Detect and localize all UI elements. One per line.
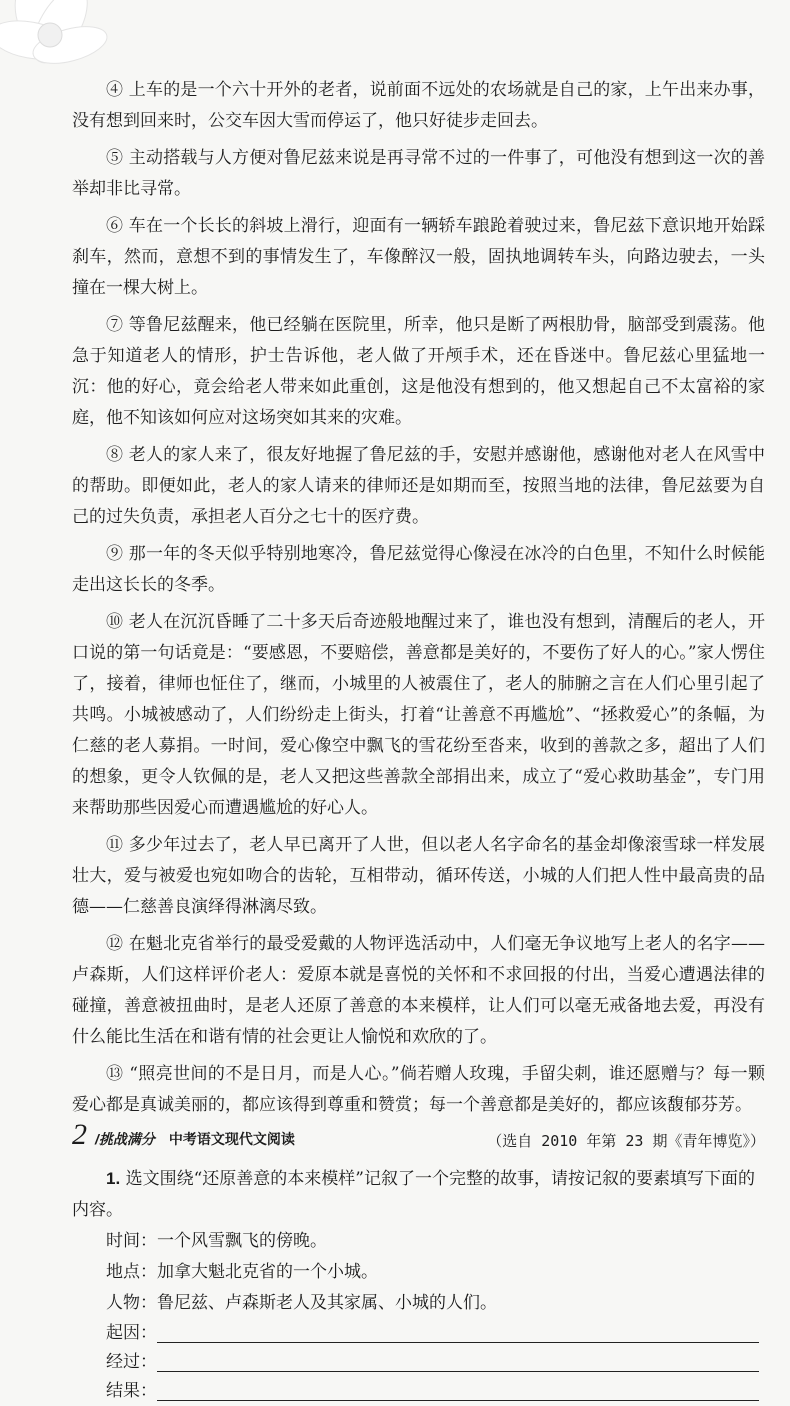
cause-blank[interactable] [157, 1322, 759, 1343]
result-label: 结果： [106, 1381, 157, 1401]
book-title: 中考语文现代文阅读 [168, 1131, 295, 1147]
paragraph-12: ⑫ 在魁北克省举行的最受爱戴的人物评选活动中，人们毫无争议地写上老人的名字——卢森斯，人们这样评价老人：爱原本就是喜悦的关怀和不求回报的付出，当爱心遭遇法律的碰撞，善意被扭曲时，是老人还原了善意的本来模样，让人们可以毫无戒备地去爱，再没有什么能比生活在和谐有情的社会更让人愉悦和欢欣的了。 [72, 934, 765, 1047]
cause-label: 起因： [106, 1323, 157, 1343]
process-answer-row [72, 1348, 765, 1377]
page-number: 2 [72, 1118, 87, 1151]
page-content [72, 75, 765, 1406]
question-text: 选文围绕“还原善意的本来模样”记叙了一个完整的故事，请按记叙的要素填写下面的内容。 [72, 1169, 755, 1220]
element-people: 人物：鲁尼兹、卢森斯老人及其家属、小城的人们。 [106, 1293, 497, 1313]
process-label: 经过： [106, 1352, 157, 1372]
element-place: 地点：加拿大魁北克省的一个小城。 [106, 1262, 378, 1282]
page-footer [72, 1118, 295, 1152]
question-1 [72, 1163, 765, 1226]
paragraph-13: ⑬ “照亮世间的不是日月，而是人心。”倘若赠人玫瑰，手留尖刺，谁还愿赠与？每一颗爱心都是真诚美丽的，都应该得到尊重和赞赏；每一个善意都是美好的，都应该馥郁芬芳。 [72, 1064, 765, 1115]
result-answer-row [72, 1377, 765, 1406]
series-title: /挑战满分 [95, 1131, 155, 1147]
source-citation: （选自 2010 年第 23 期《青年博览》） [487, 1132, 765, 1150]
paragraph-9: ⑨ 那一年的冬天似乎特别地寒冷，鲁尼兹觉得心像浸在冰冷的白色里，不知什么时候能走出这长长的冬季。 [72, 544, 765, 595]
paragraph-11: ⑪ 多少年过去了，老人早已离开了人世，但以老人名字命名的基金却像滚雪球一样发展壮大，爱与被爱也宛如吻合的齿轮，互相带动，循环传送，小城的人们把人性中最高贵的品德——仁慈善良演绎得淋漓尽致。 [72, 835, 765, 917]
result-blank[interactable] [157, 1380, 759, 1401]
paragraph-5: ⑤ 主动搭载与人方便对鲁尼兹来说是再寻常不过的一件事了，可他没有想到这一次的善举却非比寻常。 [72, 148, 765, 199]
paragraph-7: ⑦ 等鲁尼兹醒来，他已经躺在医院里，所幸，他只是断了两根肋骨，脑部受到震荡。他急于知道老人的情形，护士告诉他，老人做了开颅手术，还在昏迷中。鲁尼兹心里猛地一沉：他的好心，竟会给老人带来如此重创，这是他没有想到的，他又想起自己不太富裕的家庭，他不知该如何应对这场突如其来的灾难。 [72, 315, 765, 428]
cause-answer-row [72, 1319, 765, 1348]
process-blank[interactable] [157, 1351, 759, 1372]
paragraph-6: ⑥ 车在一个长长的斜坡上滑行，迎面有一辆轿车踉跄着驶过来，鲁尼兹下意识地开始踩刹车，然而，意想不到的事情发生了，车像醉汉一般，固执地调转车头，向路边驶去，一头撞在一棵大树上。 [72, 216, 765, 298]
paragraph-10: ⑩ 老人在沉沉昏睡了二十多天后奇迹般地醒过来了，谁也没有想到，清醒后的老人，开口说的第一句话竟是：“要感恩，不要赔偿，善意都是美好的，不要伤了好人的心。”家人愣住了，接着，律师也怔住了，继而，小城里的人被震住了，老人的肺腑之言在人们心里引起了共鸣。小城被感动了，人们纷纷走上街头，打着“让善意不再尴尬”、“拯救爱心”的条幅，为仁慈的老人募捐。一时间，爱心像空中飘飞的雪花纷至沓来，收到的善款之多，超出了人们的想象，更令人钦佩的是，老人又把这些善款全部捐出来，成立了“爱心救助基金”，专门用来帮助那些因爱心而遭遇尴尬的好心人。 [72, 612, 765, 818]
paragraph-4: ④ 上车的是一个六十开外的老者，说前面不远处的农场就是自己的家，上午出来办事，没有想到回来时，公交车因大雪而停运了，他只好徒步走回去。 [72, 80, 765, 131]
element-time: 时间：一个风雪飘飞的傍晚。 [106, 1231, 327, 1251]
paragraph-8: ⑧ 老人的家人来了，很友好地握了鲁尼兹的手，安慰并感谢他，感谢他对老人在风雪中的帮助。即便如此，老人的家人请来的律师还是如期而至，按照当地的法律，鲁尼兹要为自己的过失负责，承担老人百分之七十的医疗费。 [72, 445, 765, 527]
question-number: 1. [106, 1169, 121, 1188]
